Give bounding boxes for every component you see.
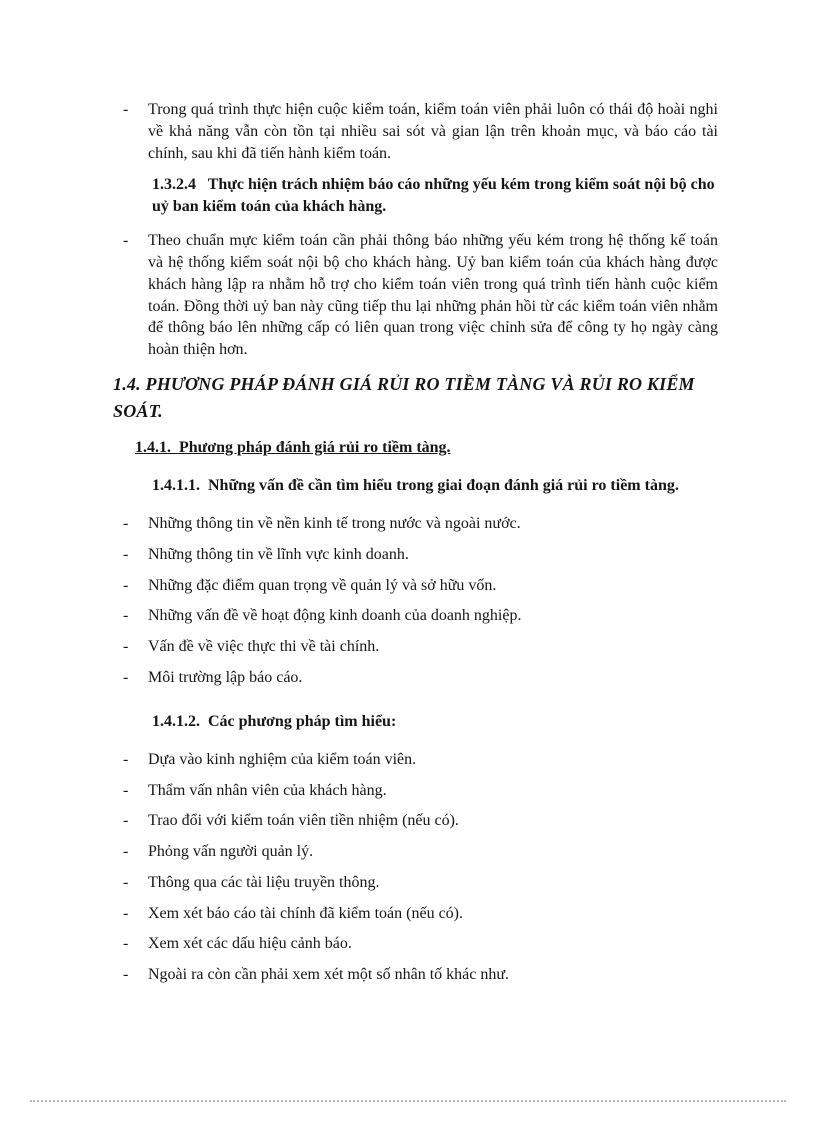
list-item-text: Vấn đề về việc thực thi về tài chính. — [148, 638, 380, 656]
bullet-marker: - — [123, 607, 129, 625]
bullet-marker: - — [123, 966, 129, 984]
bullet-marker: - — [123, 873, 129, 891]
list-item — [98, 810, 718, 832]
list-item — [98, 872, 718, 894]
list-item-text: Thông qua các tài liệu truyền thông. — [148, 873, 380, 891]
heading-1-3-2-4: 1.3.2.4 Thực hiện trách nhiệm báo cáo những yếu kém trong kiểm soát nội bộ cho uỷ ban kiểm toán của khách hàng. — [152, 176, 719, 216]
list-item-text: Xem xét các dấu hiệu cảnh báo. — [148, 935, 352, 953]
bullet-marker: - — [123, 101, 129, 118]
bullet-marker: - — [123, 812, 129, 830]
list-item — [98, 513, 718, 535]
list-item — [98, 964, 718, 986]
paragraph-text: Theo chuẩn mực kiểm toán cần phải thông báo những yếu kém trong hệ thống kế toán và hệ thống kiểm soát nội bộ cho khách hàng. Uỷ ban kiểm toán của khách hàng được khách hàng lập ra nhằm hỗ trợ cho kiểm toán viên trong quá trình tiến hành cuộc kiểm toán. Đồng thời uỷ ban này cũng tiếp thu lại những phản hồi từ các kiểm toán viên nhằm để thông báo lên những cấp có liên quan trong việc chỉnh sửa để công ty họ ngày càng hoàn thiện hơn. — [148, 232, 718, 359]
list-item-text: Môi trường lập báo cáo. — [148, 668, 303, 686]
bullet-marker: - — [123, 668, 129, 686]
bullet-marker: - — [123, 843, 129, 861]
list-item-text: Thẩm vấn nhân viên của khách hàng. — [148, 781, 387, 799]
issues-list — [98, 513, 718, 689]
list-item — [98, 667, 718, 689]
bullet-marker: - — [123, 232, 129, 250]
heading-1-4: 1.4. PHƯƠNG PHÁP ĐÁNH GIÁ RỦI RO TIỀM TÀNG VÀ RỦI RO KIỂM SOÁT. — [113, 373, 700, 421]
list-item-text: Phỏng vấn người quản lý. — [148, 843, 314, 861]
bullet-marker: - — [123, 515, 129, 533]
list-item — [98, 575, 718, 597]
list-item-text: Xem xét báo cáo tài chính đã kiểm toán (nếu có). — [148, 904, 463, 922]
methods-list — [98, 749, 718, 986]
bullet-marker: - — [123, 781, 129, 799]
list-item — [98, 841, 718, 863]
footer-divider — [30, 1100, 786, 1102]
bullet-marker: - — [123, 750, 129, 768]
list-item-text: Những vấn đề về hoạt động kinh doanh của doanh nghiệp. — [148, 607, 522, 625]
list-item-text: Những thông tin về nền kinh tế trong nước và ngoài nước. — [148, 515, 521, 533]
list-item-text: Những thông tin về lĩnh vực kinh doanh. — [148, 545, 409, 563]
heading-1-4-1-1: 1.4.1.1. Những vấn đề cần tìm hiểu trong giai đoạn đánh giá rủi ro tiềm tàng. — [152, 476, 679, 494]
list-item — [98, 780, 718, 802]
list-item — [98, 933, 718, 955]
heading-1-4-1-2: 1.4.1.2. Các phương pháp tìm hiểu: — [152, 712, 397, 730]
bullet-marker: - — [123, 576, 129, 594]
bullet-marker: - — [123, 638, 129, 656]
paragraph-text: Trong quá trình thực hiện cuộc kiểm toán, kiểm toán viên phải luôn có thái độ hoài nghi về khả năng vẫn còn tồn tại nhiều sai sót và gian lận trên khoản mục, và báo cáo tài chính, sau khi đã tiến hành kiểm toán. — [148, 101, 718, 162]
paragraph-report-weakness — [98, 230, 718, 361]
list-item-text: Ngoài ra còn cần phải xem xét một số nhân tố khác như. — [148, 966, 510, 984]
list-item — [98, 903, 718, 925]
bullet-marker: - — [123, 935, 129, 953]
list-item-text: Dựa vào kinh nghiệm của kiểm toán viên. — [148, 750, 417, 768]
heading-1-4-1: 1.4.1. Phương pháp đánh giá rủi ro tiềm tàng. — [135, 438, 451, 456]
list-item — [98, 749, 718, 771]
paragraph-audit-skepticism — [98, 99, 718, 164]
list-item — [98, 605, 718, 627]
list-item-text: Trao đổi với kiểm toán viên tiền nhiệm (nếu có). — [148, 812, 459, 830]
list-item — [98, 544, 718, 566]
list-item — [98, 636, 718, 658]
bullet-marker: - — [123, 545, 129, 563]
bullet-marker: - — [123, 904, 129, 922]
list-item-text: Những đặc điểm quan trọng về quản lý và sở hữu vốn. — [148, 576, 497, 594]
